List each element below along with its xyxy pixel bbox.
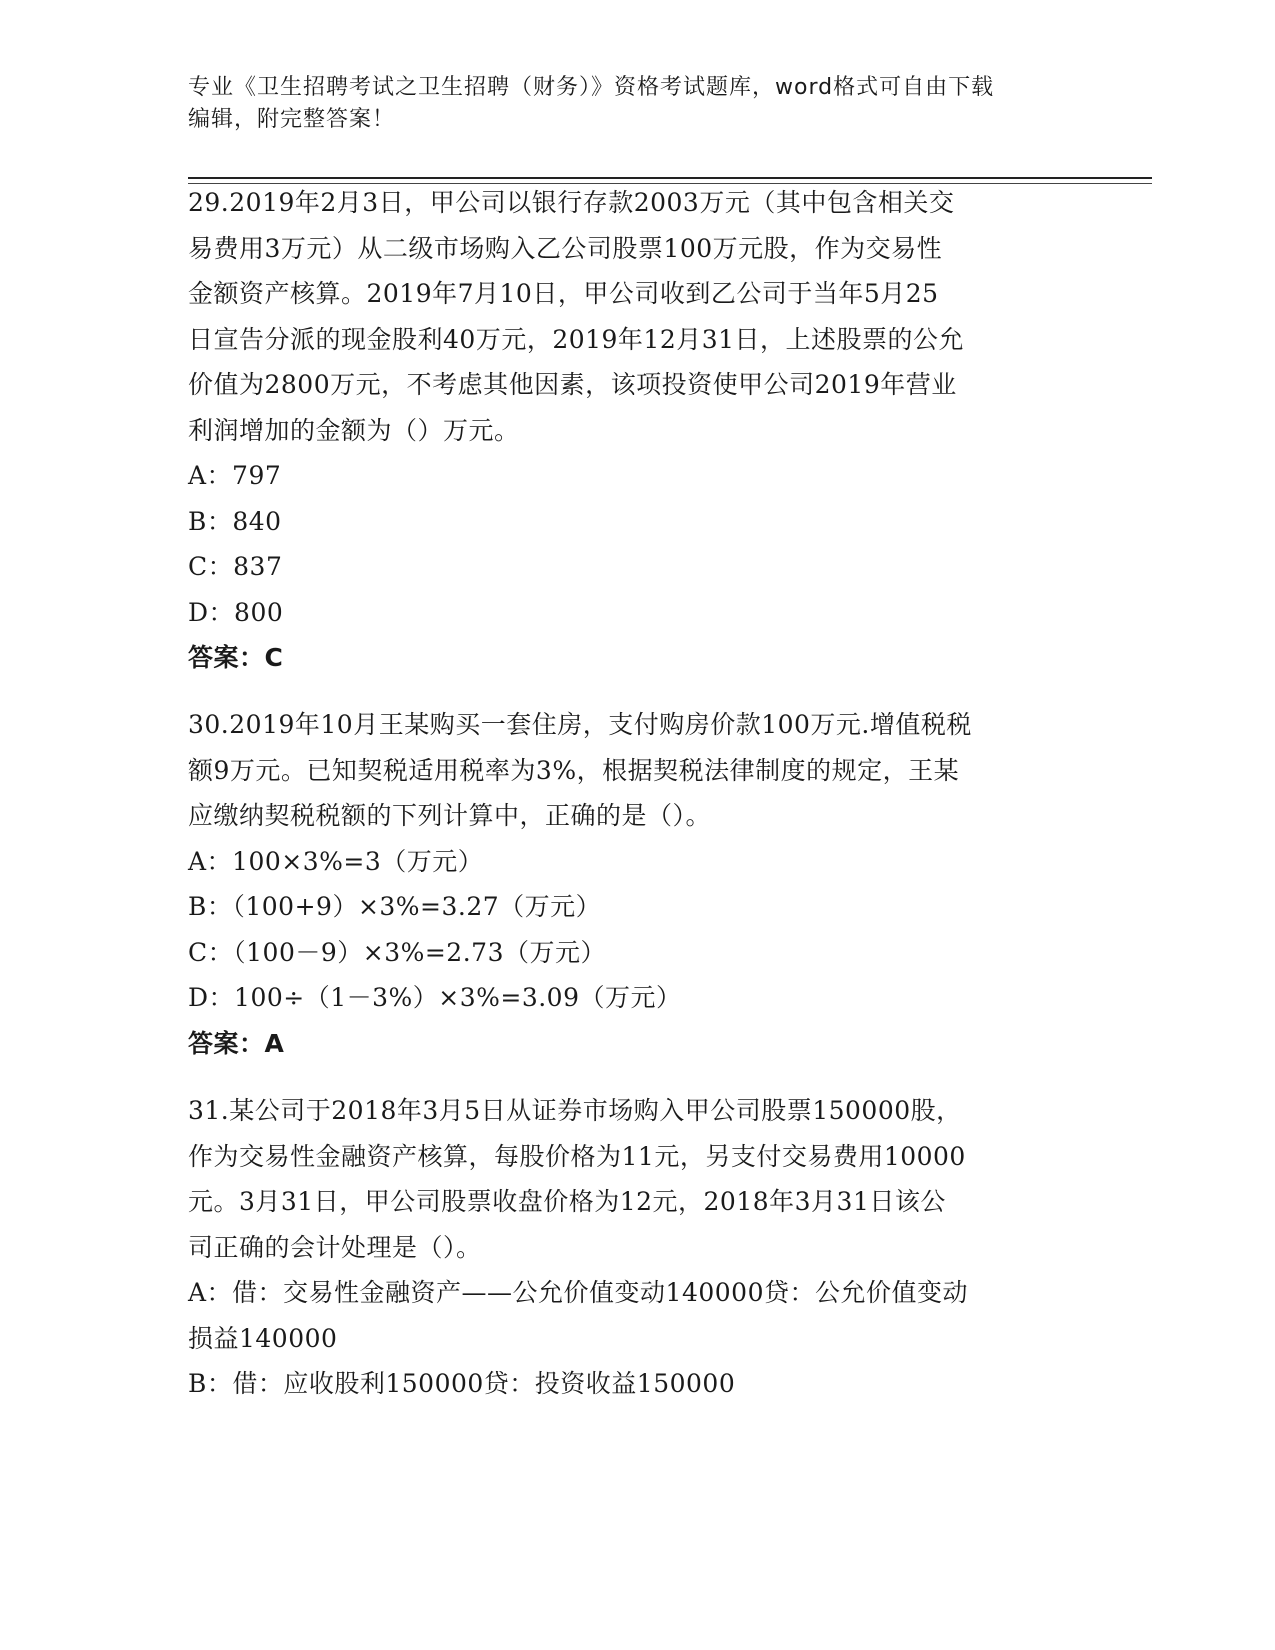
option-b: B：借：应收股利150000贷：投资收益150000 [188, 1369, 736, 1398]
option-c: C：837 [188, 552, 283, 581]
document-header [188, 72, 1088, 136]
option-a: A：100×3%=3（万元） [188, 846, 484, 876]
question-line: 元。3月31日，甲公司股票收盘价格为12元，2018年3月31日该公 [188, 1187, 946, 1216]
option-a: A：借：交易性金融资产——公允价值变动140000贷：公允价值变动 [188, 1278, 968, 1307]
question-line: 作为交易性金融资产核算，每股价格为11元，另支付交易费用10000 [188, 1141, 966, 1171]
header-line-1: 专业《卫生招聘考试之卫生招聘（财务）》资格考试题库，word格式可自由下载 [188, 75, 995, 100]
question-line: 日宣告分派的现金股利40万元，2019年12月31日，上述股票的公允 [188, 324, 965, 354]
question-31-stem [188, 1088, 1088, 1270]
question-line: 利润增加的金额为（）万元。 [188, 415, 520, 445]
question-line: 30.2019年10月王某购买一套住房，支付购房价款100万元.增值税税 [188, 710, 972, 739]
question-30 [188, 702, 1088, 1066]
question-line: 易费用3万元）从二级市场购入乙公司股票100万元股，作为交易性 [188, 233, 943, 263]
question-line: 司正确的会计处理是（）。 [188, 1232, 482, 1262]
question-line: 金额资产核算。2019年7月10日，甲公司收到乙公司于当年5月25 [188, 279, 939, 308]
question-29 [188, 180, 1088, 681]
answer-label: 答案：C [188, 643, 284, 672]
option-d: D：100÷（1－3%）×3%=3.09（万元） [188, 983, 682, 1012]
question-31 [188, 1088, 1088, 1407]
question-30-stem [188, 702, 1088, 839]
header-divider-thick [188, 177, 1152, 179]
option-a: A：797 [188, 461, 282, 490]
question-line: 29.2019年2月3日，甲公司以银行存款2003万元（其中包含相关交 [188, 188, 955, 217]
question-line: 额9万元。已知契税适用税率为3%，根据契税法律制度的规定，王某 [188, 755, 960, 785]
question-line: 价值为2800万元，不考虑其他因素，该项投资使甲公司2019年营业 [188, 370, 957, 399]
question-29-stem [188, 180, 1088, 453]
header-line-2: 编辑，附完整答案！ [188, 107, 396, 132]
option-b: B：（100+9）×3%=3.27（万元） [188, 892, 602, 921]
option-c: C：（100－9）×3%=2.73（万元） [188, 937, 606, 967]
option-d: D：800 [188, 597, 284, 627]
question-line: 应缴纳契税税额的下列计算中，正确的是（）。 [188, 801, 712, 830]
answer-label: 答案：A [188, 1028, 285, 1058]
option-a-continued: 损益140000 [188, 1323, 338, 1353]
option-b: B：840 [188, 506, 282, 536]
question-line: 31.某公司于2018年3月5日从证券市场购入甲公司股票150000股， [188, 1096, 962, 1125]
